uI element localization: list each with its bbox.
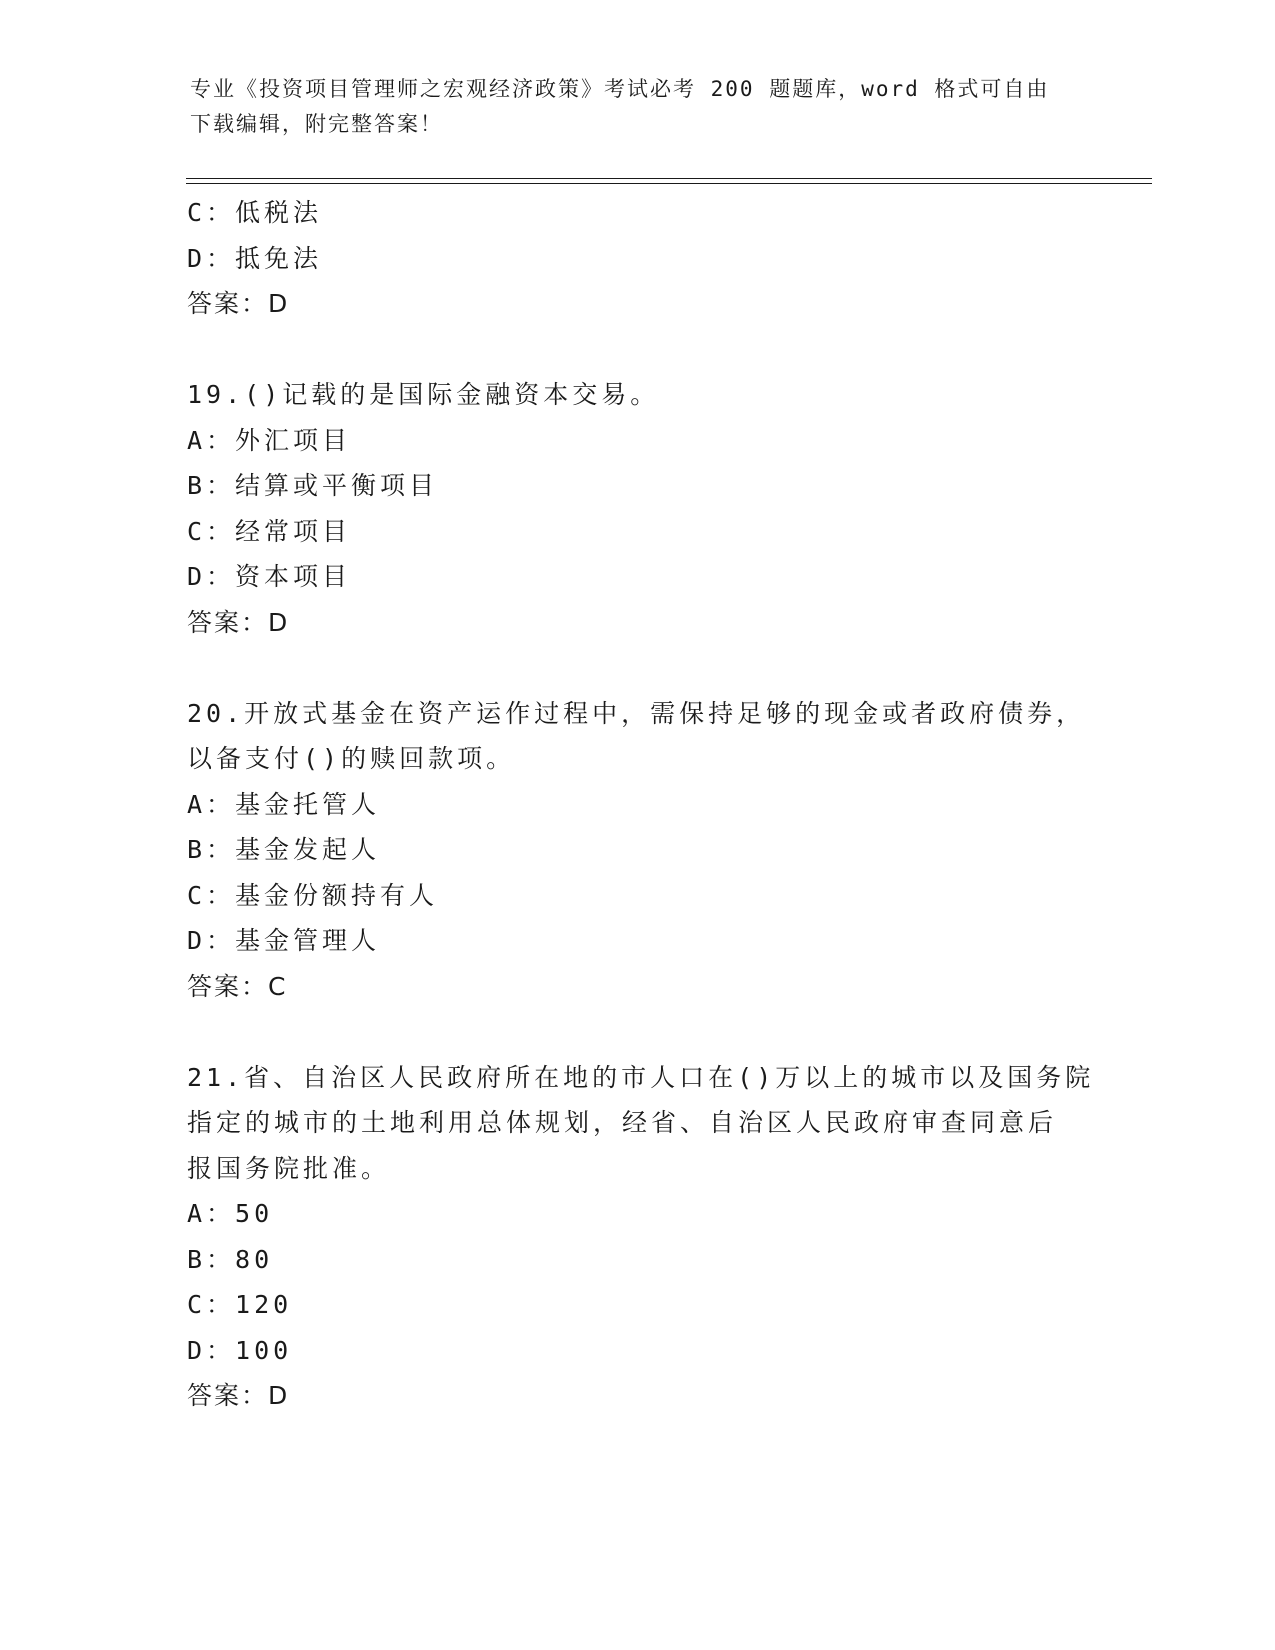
answer-label: 答案：C (187, 971, 288, 1001)
stem-line: 21.省、自治区人民政府所在地的市人口在()万以上的城市以及国务院 (187, 1062, 1095, 1092)
header-line-1: 专业《投资项目管理师之宏观经济政策》考试必考 200 题题库，word 格式可自由 (190, 77, 1050, 101)
option-c: C：经常项目 (187, 516, 352, 546)
question-list (187, 190, 1095, 1419)
spacer (187, 1009, 1087, 1055)
spacer (187, 327, 1087, 373)
stem-line: 19.()记载的是国际金融资本交易。 (187, 380, 660, 409)
option-d: D：基金管理人 (187, 926, 381, 955)
question-stem (187, 691, 1087, 782)
document-header (190, 72, 1090, 142)
option-d: D：100 (187, 1335, 293, 1365)
question-20 (187, 691, 1087, 1010)
option-a: A：外汇项目 (187, 425, 352, 455)
answer-label: 答案：D (187, 607, 290, 637)
option-c: C：低税法 (187, 198, 323, 227)
option-c: C：基金份额持有人 (187, 880, 439, 910)
option-b: B：80 (187, 1244, 274, 1274)
option-b: B：基金发起人 (187, 835, 381, 864)
question-18-continued (187, 190, 1087, 327)
stem-line: 20.开放式基金在资产运作过程中，需保持足够的现金或者政府债券， (187, 698, 1086, 728)
option-c: C：120 (187, 1290, 293, 1319)
spacer (187, 645, 1087, 691)
option-a: A：基金托管人 (187, 789, 381, 819)
question-stem (187, 1055, 1095, 1192)
option-b: B：结算或平衡项目 (187, 471, 439, 500)
answer-label: 答案：D (187, 289, 290, 318)
answer-label: 答案：D (187, 1381, 290, 1410)
stem-line: 报国务院批准。 (187, 1153, 391, 1183)
stem-line: 指定的城市的土地利用总体规划，经省、自治区人民政府审查同意后 (187, 1108, 1058, 1137)
option-d: D：抵免法 (187, 243, 323, 273)
header-rule-bottom (186, 183, 1152, 184)
option-a: A：50 (187, 1199, 274, 1228)
stem-line: 以备支付()的赎回款项。 (187, 744, 516, 773)
option-d: D：资本项目 (187, 562, 352, 591)
header-rule-top (186, 178, 1152, 179)
question-stem (187, 372, 1087, 418)
question-21 (187, 1055, 1095, 1419)
header-line-2: 下载编辑，附完整答案！ (190, 112, 443, 136)
question-19 (187, 372, 1087, 645)
